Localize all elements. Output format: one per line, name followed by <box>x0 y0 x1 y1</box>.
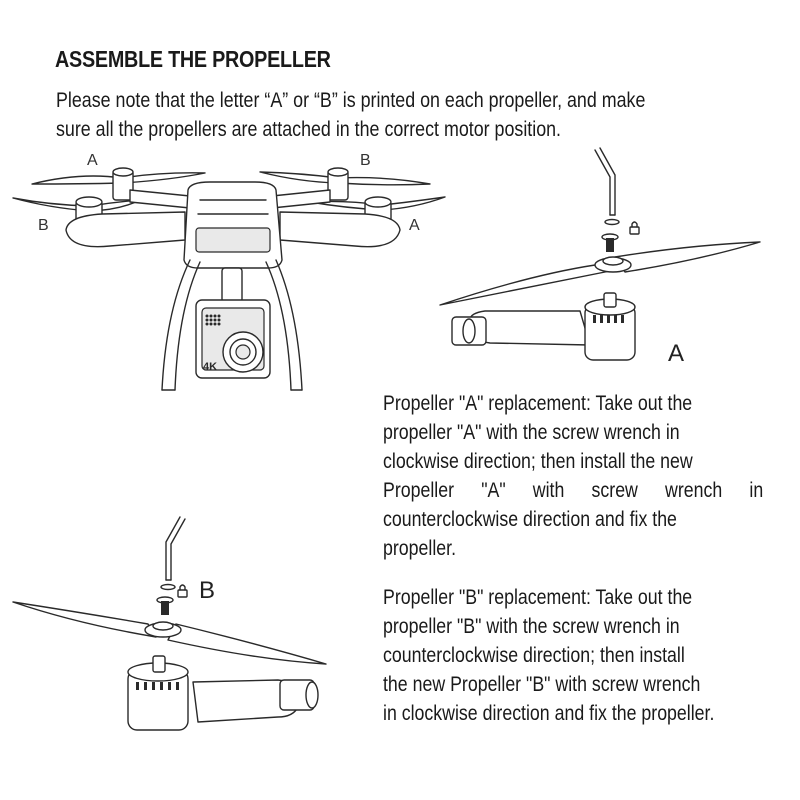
propeller-b-instructions <box>383 583 763 728</box>
instruction-line: counterclockwise direction and fix the <box>383 508 677 531</box>
propeller-a-instructions <box>383 389 763 563</box>
intro-line: Please note that the letter “A” or “B” is printed on each propeller, and make <box>56 89 646 112</box>
instruction-line: clockwise direction; then install the new <box>383 450 693 473</box>
intro-line: sure all the propellers are attached in the correct motor position. <box>56 118 562 141</box>
label-front-left: A <box>87 152 98 169</box>
propeller-a-illustration <box>430 145 770 375</box>
lock-icon <box>630 222 639 234</box>
figure-a-label: A <box>668 340 685 367</box>
camera-badge: 4K <box>203 361 218 373</box>
instruction-line: propeller. <box>383 537 457 560</box>
hex-wrench-icon <box>166 517 180 580</box>
label-rear-right: A <box>409 217 420 234</box>
label-rear-left: B <box>38 217 49 234</box>
lock-icon <box>178 585 187 597</box>
page-title: ASSEMBLE THE PROPELLER <box>55 46 331 72</box>
instruction-line: Propeller "A" with screw wrench in <box>383 479 764 502</box>
intro-text <box>56 86 753 144</box>
drone-illustration <box>10 150 450 390</box>
instruction-line: counterclockwise direction; then install <box>383 644 685 667</box>
label-front-right: B <box>360 152 371 169</box>
instruction-line: Propeller "A" replacement: Take out the <box>383 392 693 415</box>
figure-b-label: B <box>199 577 216 604</box>
instruction-line: propeller "A" with the screw wrench in <box>383 421 680 444</box>
instruction-line: the new Propeller "B" with screw wrench <box>383 673 701 696</box>
instruction-line: propeller "B" with the screw wrench in <box>383 615 680 638</box>
instruction-line: in clockwise direction and fix the propeller. <box>383 702 715 725</box>
instruction-line: Propeller "B" replacement: Take out the <box>383 586 693 609</box>
propeller-b-illustration <box>8 512 348 752</box>
hex-wrench-icon <box>595 150 610 215</box>
screw-icon <box>157 597 173 615</box>
propeller-icon <box>32 176 122 184</box>
screw-icon <box>602 234 618 252</box>
